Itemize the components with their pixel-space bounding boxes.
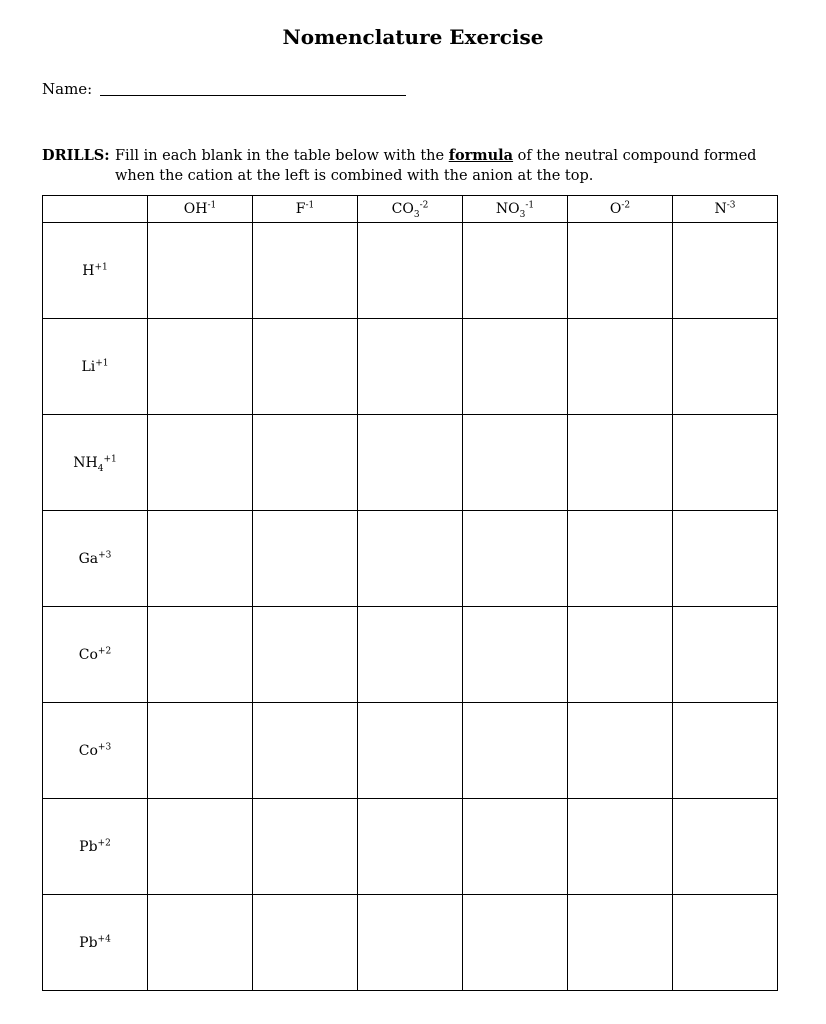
formula-blank-cell[interactable] <box>463 703 568 799</box>
ion-charge: -1 <box>305 200 315 211</box>
formula-blank-cell[interactable] <box>463 895 568 991</box>
table-row <box>43 223 778 319</box>
formula-blank-cell[interactable] <box>358 799 463 895</box>
formula-blank-cell[interactable] <box>673 703 778 799</box>
ion-base: Pb <box>79 838 98 855</box>
formula-blank-cell[interactable] <box>568 511 673 607</box>
name-blank-line[interactable] <box>100 95 406 96</box>
formula-blank-cell[interactable] <box>673 799 778 895</box>
table-row <box>43 895 778 991</box>
anion-header <box>253 196 358 223</box>
ion-base: O <box>609 201 622 217</box>
cation-label <box>43 799 148 895</box>
cation-label <box>43 895 148 991</box>
formula-blank-cell[interactable] <box>673 607 778 703</box>
formula-blank-cell[interactable] <box>253 895 358 991</box>
formula-blank-cell[interactable] <box>673 319 778 415</box>
formula-blank-cell[interactable] <box>358 511 463 607</box>
ion-charge: -2 <box>621 200 631 211</box>
ion-subscript: 4 <box>97 463 104 474</box>
formula-blank-cell[interactable] <box>463 799 568 895</box>
formula-blank-cell[interactable] <box>358 895 463 991</box>
ion-base: OH <box>183 201 208 217</box>
formula-blank-cell[interactable] <box>148 319 253 415</box>
cation-label <box>43 319 148 415</box>
formula-blank-cell[interactable] <box>358 703 463 799</box>
drills-text-before: Fill in each blank in the table below with the <box>115 148 449 164</box>
ion-charge: +3 <box>98 549 112 560</box>
table-row <box>43 703 778 799</box>
ion-base: CO <box>391 201 414 217</box>
ion-charge: +1 <box>95 357 109 368</box>
cation-label <box>43 607 148 703</box>
formula-blank-cell[interactable] <box>463 223 568 319</box>
formula-blank-cell[interactable] <box>568 703 673 799</box>
formula-blank-cell[interactable] <box>253 799 358 895</box>
formula-blank-cell[interactable] <box>673 223 778 319</box>
anion-header <box>148 196 253 223</box>
formula-blank-cell[interactable] <box>253 415 358 511</box>
formula-blank-cell[interactable] <box>568 415 673 511</box>
anion-header <box>673 196 778 223</box>
formula-blank-cell[interactable] <box>253 607 358 703</box>
formula-blank-cell[interactable] <box>148 799 253 895</box>
formula-blank-cell[interactable] <box>358 223 463 319</box>
ion-base: Co <box>78 742 98 759</box>
ion-charge: +2 <box>97 837 111 848</box>
drills-label: DRILLS: <box>42 147 110 164</box>
formula-blank-cell[interactable] <box>568 319 673 415</box>
ion-charge: -3 <box>726 200 736 211</box>
formula-blank-cell[interactable] <box>358 319 463 415</box>
cation-label <box>43 703 148 799</box>
ion-base: NH <box>73 454 98 471</box>
table-row <box>43 799 778 895</box>
anion-header <box>568 196 673 223</box>
formula-blank-cell[interactable] <box>568 607 673 703</box>
ion-subscript: 3 <box>519 209 526 220</box>
corner-cell <box>43 196 148 223</box>
formula-blank-cell[interactable] <box>673 415 778 511</box>
table-row <box>43 415 778 511</box>
ion-base: NO <box>495 201 520 217</box>
formula-blank-cell[interactable] <box>253 703 358 799</box>
page-title: Nomenclature Exercise <box>282 25 544 49</box>
formula-blank-cell[interactable] <box>148 511 253 607</box>
formula-blank-cell[interactable] <box>148 415 253 511</box>
ion-charge: -1 <box>207 200 217 211</box>
name-label: Name: <box>42 80 93 98</box>
table-row <box>43 319 778 415</box>
ion-base: Pb <box>79 934 98 951</box>
formula-blank-cell[interactable] <box>568 895 673 991</box>
ion-base: Co <box>78 646 98 663</box>
formula-blank-cell[interactable] <box>568 799 673 895</box>
cation-label <box>43 511 148 607</box>
formula-blank-cell[interactable] <box>253 223 358 319</box>
table-row <box>43 607 778 703</box>
formula-blank-cell[interactable] <box>673 511 778 607</box>
ion-charge: -2 <box>419 200 429 211</box>
formula-blank-cell[interactable] <box>358 415 463 511</box>
ion-charge: +4 <box>97 933 111 944</box>
ion-charge: -1 <box>525 200 535 211</box>
formula-blank-cell[interactable] <box>463 415 568 511</box>
header-row <box>43 196 778 223</box>
drills-text <box>115 146 785 186</box>
ion-base: Ga <box>78 550 99 567</box>
cation-label <box>43 415 148 511</box>
anion-header <box>463 196 568 223</box>
ion-base: N <box>714 201 727 217</box>
formula-blank-cell[interactable] <box>253 511 358 607</box>
formula-blank-cell[interactable] <box>463 319 568 415</box>
formula-blank-cell[interactable] <box>463 607 568 703</box>
ion-charge: +1 <box>103 453 117 464</box>
formula-blank-cell[interactable] <box>568 223 673 319</box>
formula-blank-cell[interactable] <box>673 895 778 991</box>
cation-label <box>43 223 148 319</box>
drills-text-after: of the neutral compound formed when the cation at the left is combined with the anion at the top. <box>115 148 757 184</box>
ion-charge: +2 <box>97 645 112 656</box>
formula-blank-cell[interactable] <box>148 895 253 991</box>
ion-subscript: 3 <box>413 209 420 220</box>
ion-base: F <box>295 201 306 217</box>
drills-text-emph: formula <box>448 147 514 164</box>
table-row <box>43 511 778 607</box>
ion-charge: +1 <box>94 261 108 272</box>
anion-header <box>358 196 463 223</box>
ion-base: Li <box>81 358 96 375</box>
formula-blank-cell[interactable] <box>148 223 253 319</box>
ion-base: H <box>82 262 95 279</box>
ion-charge: +3 <box>97 741 112 752</box>
formula-blank-cell[interactable] <box>148 607 253 703</box>
nomenclature-table <box>42 195 778 991</box>
formula-blank-cell[interactable] <box>358 607 463 703</box>
formula-blank-cell[interactable] <box>463 511 568 607</box>
formula-blank-cell[interactable] <box>148 703 253 799</box>
formula-blank-cell[interactable] <box>253 319 358 415</box>
